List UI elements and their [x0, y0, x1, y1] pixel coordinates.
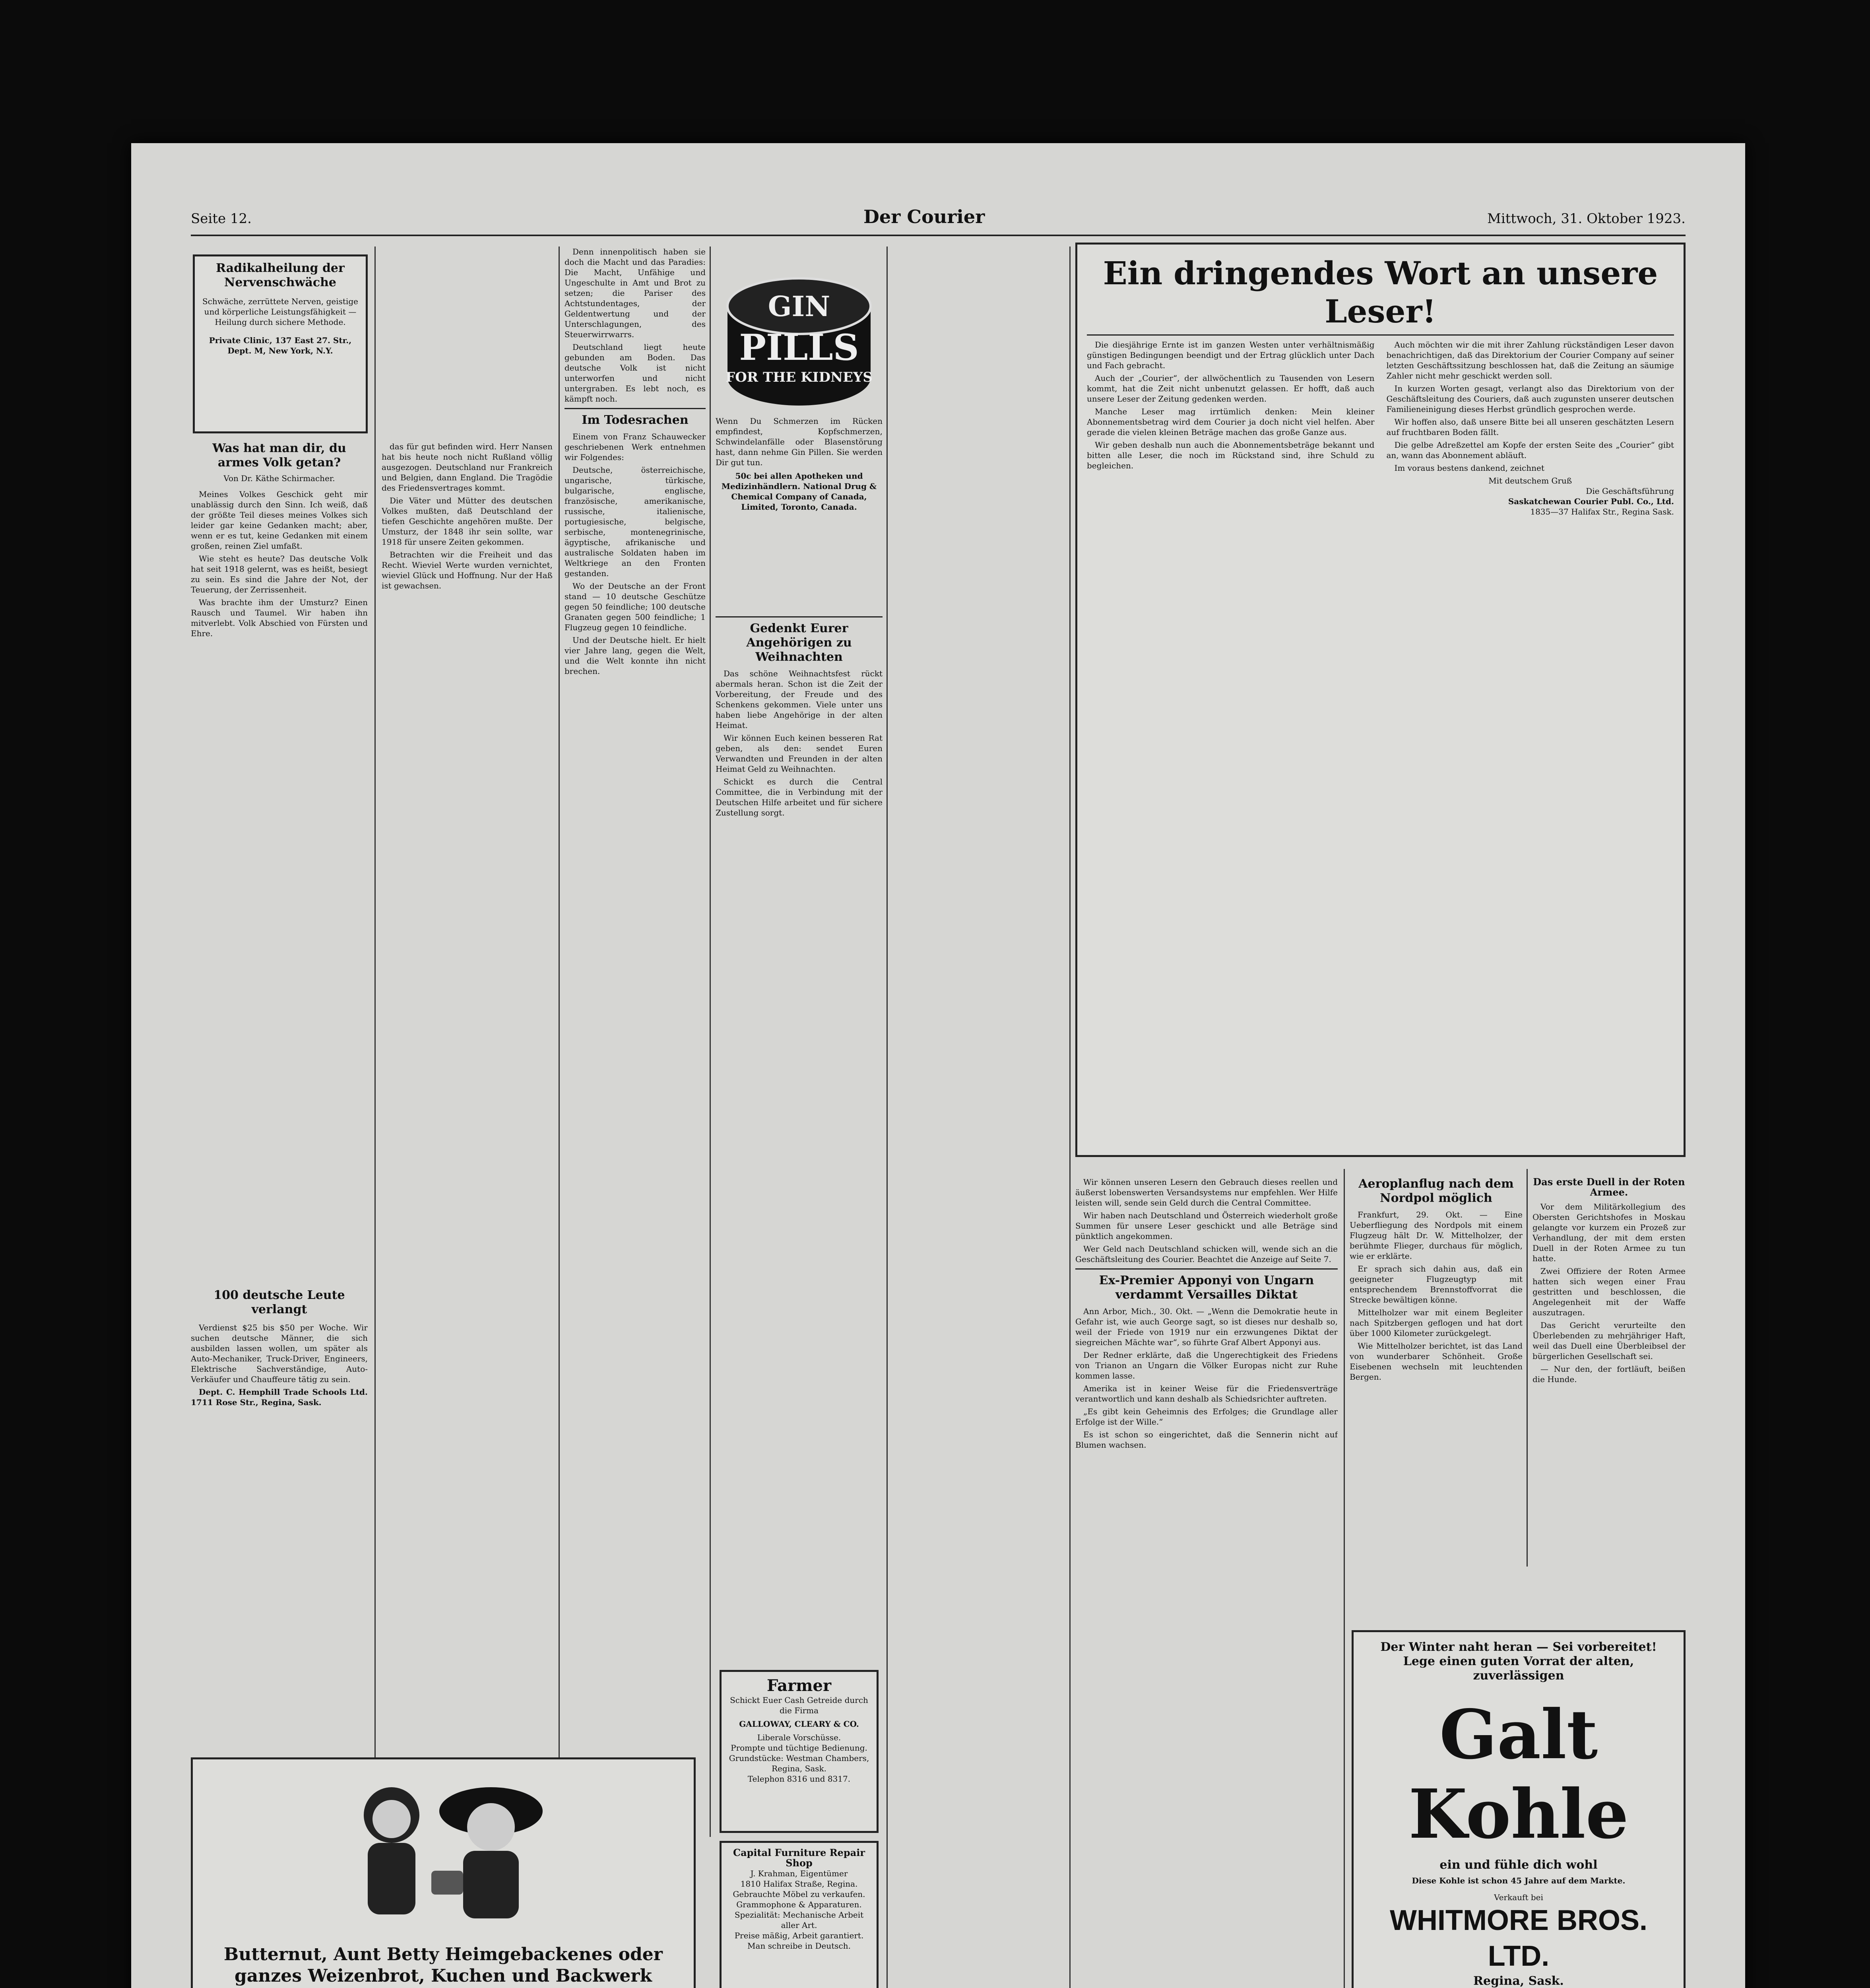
paragraph: Denn innenpolitisch haben sie doch die Macht und das Paradies: Die Macht, Unfähige und Ungeschulte in Amt und Brot zu setzen; die Pariser des Achtstundentages, der Geldentwertung und der Unterschlagungen, des Steuerwirrwarrs. — [564, 247, 706, 339]
article-author: Von Dr. Käthe Schirmacher. — [223, 474, 335, 483]
gin-pills-box-icon — [720, 247, 879, 414]
ad-seller: WHITMORE BROS. LTD. — [1390, 1905, 1647, 1972]
divider — [716, 616, 883, 617]
ad-line: Regina, Sask. — [772, 1764, 826, 1773]
ad-title: Radikalheilung der Nervenschwäche — [216, 261, 345, 289]
ad-galt-kohle — [1352, 1630, 1686, 1988]
divider — [564, 408, 706, 409]
ad-body: Wenn Du Schmerzen im Rücken empfindest, Kopfschmerzen, Schwindelanfälle oder Blasenstörung hast, dann nehme Gin Pillen. Sie werden Dir gut tun. — [716, 416, 883, 467]
newspaper-page — [131, 143, 1745, 1988]
greeting: Mit deutschem Gruß — [1488, 476, 1572, 485]
divider — [1087, 334, 1674, 336]
divider — [1075, 1268, 1338, 1270]
paragraph: Deutschland liegt heute gebunden am Boden. Das deutsche Volk ist nicht unterworfen und nicht untergraben. Es lebt noch, es kämpft noch. — [564, 342, 706, 404]
paragraph: Was brachte ihm der Umsturz? Einen Rausch und Taumel. Wir haben ihn mitverlebt. Volk Abschied von Fürsten und Ehre. — [191, 598, 368, 638]
paragraph: — Nur den, der fortläuft, beißen die Hunde. — [1532, 1364, 1686, 1384]
ad-body: Schwäche, zerrüttete Nerven, geistige und körperliche Leistungsfähigkeit — Heilung durch sichere Methode. — [202, 297, 358, 327]
paragraph: Und der Deutsche hielt. Er hielt vier Jahre lang, gegen die Welt, und die Welt konnte ihn nicht brechen. — [564, 635, 706, 676]
paragraph: Wir geben deshalb nun auch die Abonnementsbeträge bekannt und bitten alle Leser, die noch im Rückstand sind, ihre Schuld zu begleichen. — [1087, 440, 1375, 470]
signature: Saskatchewan Courier Publ. Co., Ltd. — [1508, 497, 1674, 506]
ad-address: Private Clinic, 137 East 27. Str., Dept. M, New York, N.Y. — [209, 336, 352, 355]
page-number: Seite 12. — [191, 211, 252, 227]
article-gedenkt — [716, 612, 883, 1646]
gin-pills-brand-bottom: FOR THE KIDNEYS — [725, 369, 873, 385]
ad-tagline: ein und fühle dich wohl — [1439, 1858, 1598, 1872]
signature: 1835—37 Halifax Str., Regina Sask. — [1530, 507, 1674, 516]
paragraph: Schickt es durch die Central Committee, die in Verbindung mit der Deutschen Hilfe arbeitet und für sichere Zustellung sorgt. — [716, 777, 883, 817]
ad-title: 100 deutsche Leute verlangt — [213, 1288, 345, 1316]
notice-title: Ein dringendes Wort an unsere Leser! — [1103, 254, 1658, 330]
paragraph: „Es gibt kein Geheimnis des Erfolges; die Grundlage aller Erfolge ist der Wille.“ — [1075, 1407, 1338, 1427]
ad-headline-2: Lege einen guten Vorrat der alten, zuverlässigen — [1403, 1654, 1634, 1683]
ad-100-leute — [191, 1288, 368, 1686]
notice-column-right — [1387, 340, 1674, 517]
ad-subtitle: Schickt Euer Cash Getreide durch die Firma — [730, 1695, 868, 1715]
gin-pills-brand-main: PILLS — [739, 326, 859, 369]
ad-line: Grundstücke: Westman Chambers, — [729, 1753, 869, 1763]
paragraph: Wir hoffen also, daß unsere Bitte bei all unseren geschätzten Lesern auf fruchtbaren Boden fällt. — [1386, 417, 1674, 437]
ad-tagline-2: Diese Kohle ist schon 45 Jahre auf dem Markte. — [1412, 1876, 1626, 1885]
ad-radikalheilung — [193, 254, 368, 433]
paragraph: Ann Arbor, Mich., 30. Okt. — „Wenn die Demokratie heute in Gefahr ist, wie auch George sagt, so ist dieses nur deshalb so, weil der Friede von 1919 nur ein erzwungenes Diktat der siegreichen Mächte war“, so führte Graf Albert Apponyi aus. — [1075, 1307, 1338, 1347]
ad-line: Grammophone & Apparaturen. — [736, 1900, 862, 1909]
article-title: Ex-Premier Apponyi von Ungarn verdammt Versailles Diktat — [1099, 1274, 1314, 1302]
column-rule — [559, 247, 560, 1837]
paragraph: Der Redner erklärte, daß die Ungerechtigkeit des Friedens von Trianon an Ungarn die Völker Europas nicht zur Ruhe kommen lasse. — [1075, 1350, 1338, 1380]
ad-footer: 50c bei allen Apotheken und Medizinhändlern. National Drug & Chemical Company of Canada, Limited, Toronto, Canada. — [721, 471, 877, 512]
ad-gin-pills — [716, 247, 883, 604]
paragraph: Wie Mittelholzer berichtet, ist das Land von wunderbarer Schönheit. Große Eisebenen wechseln mit leuchtenden Bergen. — [1350, 1341, 1523, 1382]
column-rule — [374, 247, 376, 1988]
ad-body: Verdienst $25 bis $50 per Woche. Wir suchen deutsche Männer, die sich ausbilden lassen wollen, um später als Auto-Mechaniker, Truck-Driver, Engineers, Elektrische Sachverständige, Auto-Verkäufer und Chauffeure tätig zu sein. — [191, 1323, 368, 1384]
column-rule — [1069, 247, 1071, 1988]
column-rule — [710, 247, 711, 1837]
ad-seller-label: Verkauft bei — [1494, 1893, 1543, 1902]
paragraph: Wie steht es heute? Das deutsche Volk hat seit 1918 gelernt, was es heißt, besiegt zu sein. Es sind die Jahre der Not, der Teuerung, der Zerrissenheit. — [191, 554, 368, 594]
ad-farmer — [720, 1670, 879, 1833]
signature: Die Geschäftsführung — [1586, 486, 1674, 496]
paragraph: Wir können unseren Lesern den Gebrauch dieses reellen und äußerst lobenswerten Versandsystems nur empfehlen. Wer Hilfe leisten will, sende sein Geld durch die Central Committee. — [1075, 1177, 1338, 1208]
ad-headline: Der Winter naht heran — Sei vorbereitet! — [1380, 1640, 1657, 1654]
ad-footer: Dept. C. Hemphill Trade Schools Ltd. 1711 Rose Str., Regina, Sask. — [191, 1387, 368, 1407]
paragraph: Mittelholzer war mit einem Begleiter nach Spitzbergen geflogen und hat dort über 1000 Kilometer zurückgelegt. — [1350, 1308, 1523, 1338]
ad-line: Preise mäßig, Arbeit garantiert. — [734, 1931, 864, 1940]
article-volk — [191, 441, 368, 1272]
paragraph: In kurzen Worten gesagt, verlangt also das Direktorium von der Geschäftsleitung des Couriers, daß auch zugunsten unserer deutschen Familieneinigung dieses Herbst gründlich gesprochen werde. — [1386, 384, 1674, 414]
paragraph: Vor dem Militärkollegium des Obersten Gerichtshofes in Moskau gelangte vor kurzem ein Prozeß zur Verhandlung, der mit dem ersten Duell in der Roten Armee zu tun hatte. — [1532, 1202, 1686, 1263]
paragraph: Wer Geld nach Deutschland schicken will, wende sich an die Geschäftsleitung des Courier. Beachtet die Anzeige auf Seite 7. — [1075, 1244, 1338, 1264]
paragraph: Deutsche, österreichische, ungarische, türkische, bulgarische, englische, französische, amerikanische, russische, italienische, portugiesische, belgische, serbische, montenegrinische, ägyptische, afrikanische und australische Soldaten haben im Weltkriege an den Fronten gestanden. — [564, 465, 706, 578]
article-title: Was hat man dir, du armes Volk getan? — [212, 441, 346, 470]
article-mid — [382, 441, 553, 1873]
paragraph: Die Väter und Mütter des deutschen Volkes mußten, daß Deutschland der tiefen Geschichte angehören mußte. Der Umsturz, der 1848 ihr sein sollte, war 1918 für unsere Zeiten gekommen. — [382, 496, 553, 547]
closing: Im voraus bestens dankend, zeichnet — [1394, 463, 1544, 473]
article-aeroplan — [1350, 1177, 1523, 1614]
ad-line: Gebrauchte Möbel zu verkaufen. — [733, 1889, 865, 1899]
children-illustration-icon — [304, 1767, 582, 1942]
paragraph: Das Gericht verurteilte den Überlebenden zu mehrjähriger Haft, weil das Duell eine Überbleibsel der bürgerlichen Gesellschaft sei. — [1532, 1320, 1686, 1361]
paragraph: Amerika ist in keiner Weise für die Friedensverträge verantwortlich und kann deshalb als Schiedsrichter auftreten. — [1075, 1384, 1338, 1404]
column-rule — [1344, 1169, 1345, 1988]
paragraph: Auch der „Courier“, der allwöchentlich zu Tausenden von Lesern kommt, hat die Zeit nicht unbenutzt gelassen. Er hofft, daß auch unsere Leser der Zeitung gedenken werden. — [1087, 373, 1375, 404]
article-center — [564, 247, 706, 1738]
paragraph: Es ist schon so eingerichtet, daß die Sennerin nicht auf Blumen wachsen. — [1075, 1430, 1338, 1450]
ad-line: Man schreibe in Deutsch. — [747, 1941, 851, 1951]
column-appony — [1075, 1177, 1338, 1988]
paragraph: Wo der Deutsche an der Front stand — 10 deutsche Geschütze gegen 50 feindliche; 100 deutsche Granaten gegen 500 feindliche; 1 Flugzeug gegen 10 feindliche. — [564, 581, 706, 632]
paragraph: Wir können Euch keinen besseren Rat geben, als den: sendet Euren Verwandten und Freunden in der alten Heimat Geld zu Weihnachten. — [716, 733, 883, 774]
paragraph: Einem von Franz Schauwecker geschriebenen Werk entnehmen wir Folgendes: — [564, 432, 706, 462]
todesrachen-title: Im Todesrachen — [582, 413, 689, 427]
page-header — [191, 203, 1686, 236]
notice-column-left — [1087, 340, 1375, 517]
ad-city: Regina, Sask. — [1473, 1974, 1564, 1988]
paragraph: Er sprach sich dahin aus, daß ein geeigneter Flugzeugtyp mit entsprechendem Brennstoffvorrat die Strecke bewältigen könne. — [1350, 1264, 1523, 1305]
ad-title: Farmer — [766, 1676, 832, 1695]
ad-product: Galt Kohle — [1408, 1695, 1629, 1854]
ad-title: Capital Furniture Repair Shop — [733, 1847, 865, 1869]
ad-line: J. Krahman, Eigentümer — [750, 1869, 848, 1878]
ad-line: Spezialität: Mechanische Arbeit aller Art. — [734, 1910, 864, 1930]
masthead: Der Courier — [863, 206, 985, 227]
paragraph: Die gelbe Adreßzettel am Kopfe der ersten Seite des „Courier“ gibt an, wann das Abonnement abläuft. — [1386, 440, 1674, 460]
ad-firm: GALLOWAY, CLEARY & CO. — [739, 1719, 859, 1729]
paragraph: Auch möchten wir die mit ihrer Zahlung rückständigen Leser davon benachrichtigen, daß das Direktorium der Courier Company auf seiner letzten Geschäftssitzung beschlossen hat, daß die Zeitung an säumige Zahler nicht mehr geschickt werden soll. — [1386, 340, 1674, 381]
column-rule — [887, 247, 888, 1988]
paragraph: Meines Volkes Geschick geht mir unablässig durch den Sinn. Ich weiß, daß der größte Teil dieses meines Volkes sich leider gar keine Gedanken macht; aber, wenn er es tut, keine Gedanken mit einem großen, reinen Ziel umfaßt. — [191, 489, 368, 551]
article-title: Aeroplanflug nach dem Nordpol möglich — [1358, 1177, 1514, 1205]
paragraph: Frankfurt, 29. Okt. — Eine Ueberfliegung des Nordpols mit einem Flugzeug hält Dr. W. Mittelholzer, der berühmte Flieger, durchaus für möglich, wie er erklärte. — [1350, 1210, 1523, 1261]
ad-title: Butternut, Aunt Betty Heimgebackenes oder ganzes Weizenbrot, Kuchen und Backwerk — [224, 1944, 663, 1986]
paragraph: Betrachten wir die Freiheit und das Recht. Wieviel Werte wurden vernichtet, wieviel Glück und Hoffnung. Nur der Haß ist gewachsen. — [382, 550, 553, 590]
paragraph: Manche Leser mag irrtümlich denken: Mein kleiner Abonnementsbetrag wird dem Courier ja doch nicht viel helfen. Aber gerade die vielen kleinen Beträge machen das große Ganze aus. — [1087, 407, 1375, 437]
paragraph: Das schöne Weihnachtsfest rückt abermals heran. Schon ist die Zeit der Vorbereitung, der Freude und des Schenkens gekommen. Viele unter uns haben liebe Angehörige in der alten Heimat. — [716, 669, 883, 730]
issue-date: Mittwoch, 31. Oktober 1923. — [1487, 211, 1686, 227]
ad-line: Prompte und tüchtige Bedienung. — [731, 1743, 867, 1753]
notice-leser — [1075, 243, 1686, 1157]
ad-line: Liberale Vorschüsse. — [757, 1733, 841, 1742]
ad-sanitary-bakery — [191, 1757, 696, 1988]
paragraph: Die diesjährige Ernte ist im ganzen Westen unter verhältnismäßig günstigen Bedingungen beendigt und der Ertrag glücklich unter Dach und Fach gebracht. — [1087, 340, 1375, 370]
paragraph: Wir haben nach Deutschland und Österreich wiederholt große Summen für unsere Leser geschickt und alle Beträge sind pünktlich angekommen. — [1075, 1211, 1338, 1241]
article-title: Gedenkt Eurer Angehörigen zu Weihnachten — [746, 621, 852, 664]
ad-line: Telephon 8316 und 8317. — [747, 1774, 851, 1784]
gin-pills-brand-top: GIN — [768, 290, 830, 323]
article-duell — [1532, 1177, 1686, 1614]
ad-line: 1810 Halifax Straße, Regina. — [740, 1879, 858, 1889]
ad-furniture — [720, 1841, 879, 1988]
paragraph: Zwei Offiziere der Roten Armee hatten sich wegen einer Frau gestritten und beschlossen, die Angelegenheit mit der Waffe auszutragen. — [1532, 1266, 1686, 1317]
paragraph: das für gut befinden wird. Herr Nansen hat bis heute noch nicht Rußland völlig ausgezogen. Deutschland nur Frankreich und Belgien, dann England. Die Tragödie des Friedensvertrages kommt. — [382, 442, 553, 493]
article-title: Das erste Duell in der Roten Armee. — [1533, 1177, 1685, 1198]
notice-body — [1087, 340, 1674, 517]
column-rule — [1527, 1169, 1528, 1567]
